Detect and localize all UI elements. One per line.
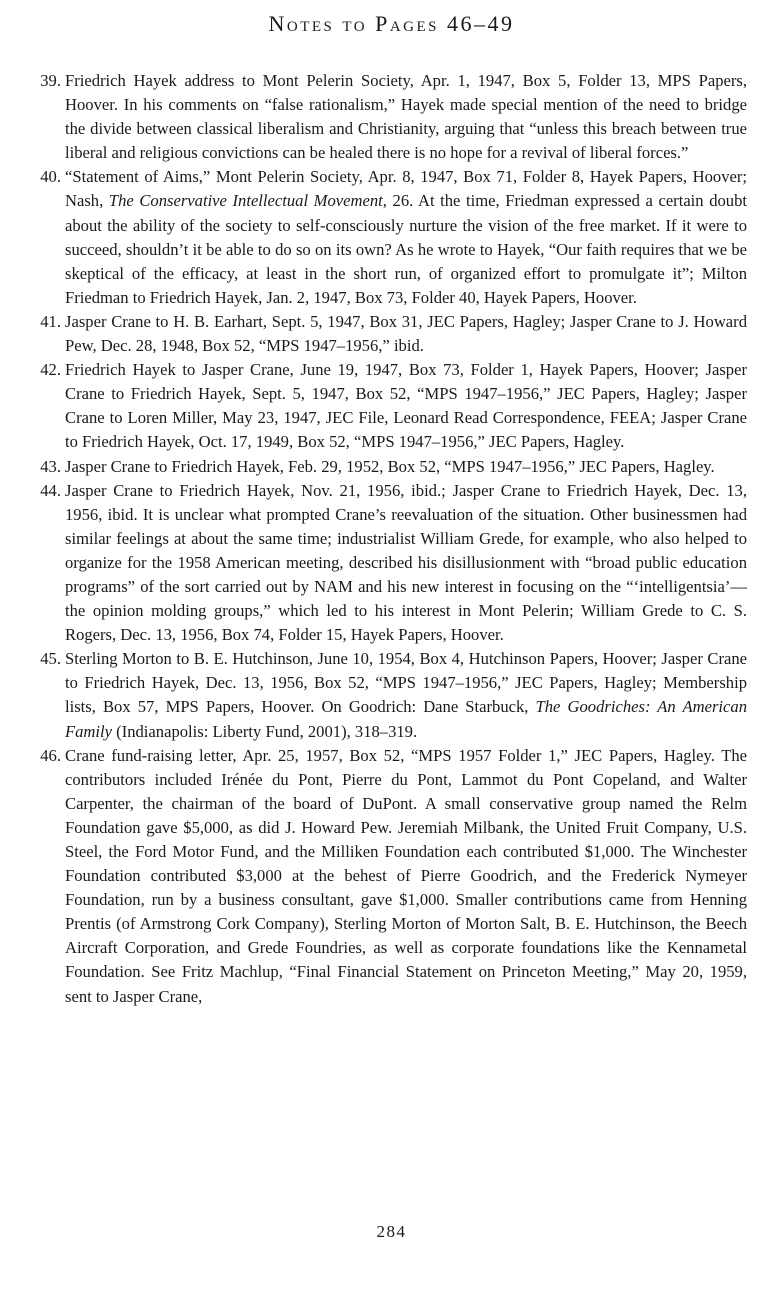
endnotes-list: [40, 69, 747, 1009]
note-text-run: (Indianapolis: Liberty Fund, 2001), 318–319.: [112, 721, 418, 741]
note-text: [65, 481, 747, 645]
note-number: 43.: [40, 456, 61, 476]
note-text-run: Friedrich Hayek address to Mont Pelerin Society, Apr. 1, 1947, Box 5, Folder 13, MPS Papers, Hoover. In his comments on “false rationalism,” Hayek made special mention of the need to bridge the divide between classical liberalism and Christianity, arguing that “unless this breach between true liberal and religious convictions can be healed there is no hope for a revival of liberal forces.”: [65, 71, 747, 163]
endnote: [40, 310, 747, 358]
note-number: 40.: [40, 167, 61, 187]
italic-title: The Goodriches: An American Family: [65, 697, 747, 741]
note-number: 41.: [40, 311, 61, 331]
note-number: 45.: [40, 649, 61, 669]
note-text-run: “Statement of Aims,” Mont Pelerin Society, Apr. 8, 1947, Box 71, Folder 8, Hayek Papers, Hoover; Nash,: [65, 167, 747, 211]
endnote: [40, 69, 747, 165]
note-text-run: , 26. At the time, Friedman expressed a certain doubt about the ability of the society to self-consciously nurture the vision of the free market. If it were to succeed, shouldn’t it be able to do so on its own? As he wrote to Hayek, “Our faith requires that we be skeptical of the efficacy, at least in the short run, of organized effort to promulgate it”; Milton Friedman to Friedrich Hayek, Jan. 2, 1947, Box 73, Folder 40, Hayek Papers, Hoover.: [65, 191, 747, 307]
endnote: [40, 744, 747, 1009]
note-text: [65, 71, 747, 162]
note-text: [65, 360, 747, 451]
note-text: [65, 167, 747, 306]
endnote: [40, 455, 747, 479]
page-number: 284: [376, 1222, 407, 1241]
note-text-run: Jasper Crane to Friedrich Hayek, Nov. 21, 1956, ibid.; Jasper Crane to Friedrich Hayek, Dec. 13, 1956, ibid. It is unclear what prompted Crane’s reevaluation of the situation. Other businessmen had similar feelings at about the same time; industrialist William Grede, for example, who also helped to organize for the 1958 American meeting, described his disillusionment with “broad public education programs” of the sort carried out by NAM and his new interest in focusing on the “‘intelligentsia’—the opinion molding groups,” which led to his interest in Mont Pelerin; William Grede to C. S. Rogers, Dec. 13, 1956, Box 74, Folder 15, Hayek Papers, Hoover.: [65, 480, 747, 645]
note-text: [65, 746, 747, 1006]
note-number: 44.: [40, 480, 61, 500]
note-text-run: Jasper Crane to H. B. Earhart, Sept. 5, 1947, Box 31, JEC Papers, Hagley; Jasper Crane to J. Howard Pew, Dec. 28, 1948, Box 52, “MPS 1947–1956,” ibid.: [65, 311, 747, 356]
note-text: [65, 457, 715, 476]
endnote: [40, 165, 747, 310]
note-text-run: Friedrich Hayek to Jasper Crane, June 19, 1947, Box 73, Folder 1, Hayek Papers, Hoover; Jasper Crane to Friedrich Hayek, Sept. 5, 1947, Box 52, “MPS 1947–1956,” JEC Papers, Hagley; Jasper Crane to Loren Miller, May 23, 1947, JEC File, Leonard Read Correspondence, FEEA; Jasper Crane to Friedrich Hayek, Oct. 17, 1949, Box 52, “MPS 1947–1956,” JEC Papers, Hagley.: [65, 360, 747, 452]
endnote: [40, 479, 747, 648]
italic-title: The Conservative Intellectual Movement: [108, 191, 383, 211]
note-number: 46.: [40, 745, 61, 765]
note-text-run: Jasper Crane to Friedrich Hayek, Feb. 29, 1952, Box 52, “MPS 1947–1956,” JEC Papers, Hagley.: [65, 456, 715, 476]
note-number: 42.: [40, 360, 61, 380]
endnote: [40, 358, 747, 454]
note-number: 39.: [40, 71, 61, 90]
running-header: Notes to Pages 46–49: [268, 11, 515, 36]
note-text-run: Crane fund-raising letter, Apr. 25, 1957, Box 52, “MPS 1957 Folder 1,” JEC Papers, Hagley. The contributors included Irénée du Pont, Pierre du Pont, Lammot du Pont Copeland, and Walter Carpenter, the chairman of the board of DuPont. A small conservative group named the Relm Foundation gave $5,000, as did J. Howard Pew. Jeremiah Milbank, the United Fruit Company, U.S. Steel, the Ford Motor Fund, and the Milliken Foundation each contributed $1,000. The Winchester Foundation contributed $3,000 at the behest of Pierre Goodrich, and the Frederick Nymeyer Foundation, run by a business consultant, gave $1,000. Smaller contributions came from Henning Prentis (of Armstrong Cork Company), Sterling Morton of Morton Salt, B. E. Hutchinson, the Beech Aircraft Corporation, and Grede Foundries, as well as corporate foundations like the Kennametal Foundation. See Fritz Machlup, “Final Financial Statement on Princeton Meeting,” May 20, 1959, sent to Jasper Crane,: [65, 745, 747, 1006]
endnote: [40, 647, 747, 743]
note-text-run: Sterling Morton to B. E. Hutchinson, June 10, 1954, Box 4, Hutchinson Papers, Hoover; Jasper Crane to Friedrich Hayek, Dec. 13, 1956, Box 52, “MPS 1947–1956,” JEC Papers, Hagley; Membership lists, Box 57, MPS Papers, Hoover. On Goodrich: Dane Starbuck,: [65, 649, 747, 717]
note-text: [65, 649, 747, 740]
note-text: [65, 312, 747, 355]
